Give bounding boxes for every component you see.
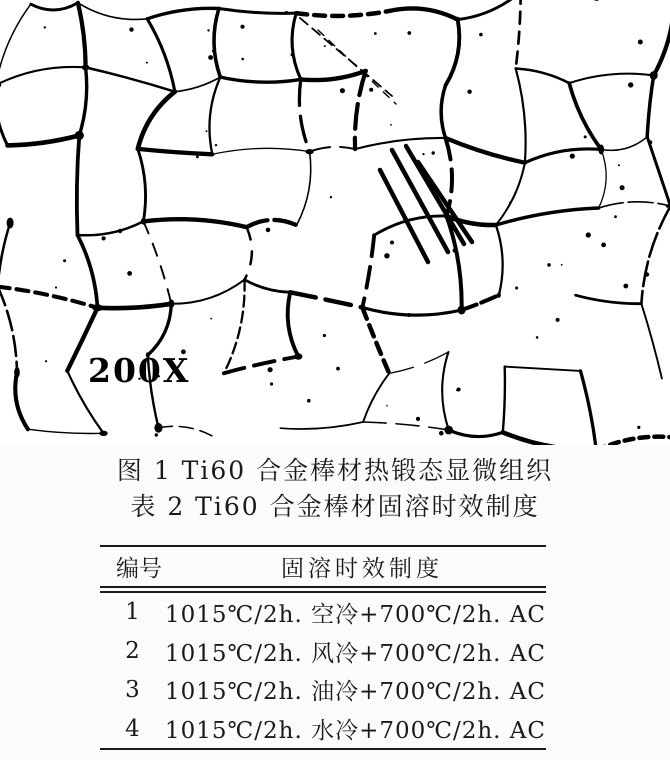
solution-aging-table [100, 545, 546, 750]
table-row [100, 593, 546, 632]
figure-caption: 图 1 Ti60 合金棒材热锻态显微组织 [116, 456, 554, 485]
col-header-regime: 固溶时效制度 [281, 556, 443, 582]
table-caption: 表 2 Ti60 合金棒材固溶时效制度 [130, 492, 540, 521]
cell-number: 2 [125, 638, 140, 665]
cell-number: 4 [125, 715, 140, 742]
col-header-number: 编号 [116, 556, 162, 582]
table-row [100, 709, 546, 748]
magnification-label: 200X [88, 351, 191, 390]
cell-regime: 1015℃/2h. 油冷+700℃/2h. AC [164, 679, 546, 706]
cell-regime: 1015℃/2h. 风冷+700℃/2h. AC [164, 640, 546, 667]
cell-regime: 1015℃/2h. 水冷+700℃/2h. AC [164, 718, 546, 745]
table-header-rule [100, 586, 546, 593]
cell-number: 3 [125, 676, 140, 703]
table-bottom-rule [100, 748, 546, 750]
cell-regime: 1015℃/2h. 空冷+700℃/2h. AC [164, 601, 546, 628]
table-row [100, 671, 546, 710]
cell-number: 1 [125, 599, 140, 626]
table-header-row [100, 547, 546, 586]
table-row [100, 632, 546, 671]
